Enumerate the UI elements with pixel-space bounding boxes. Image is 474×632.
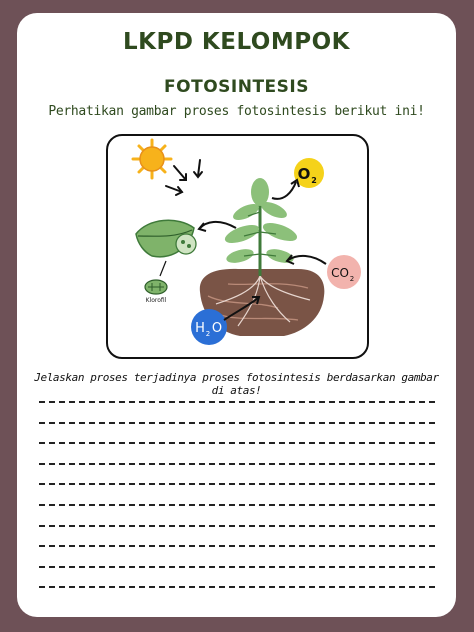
answer-line[interactable] — [39, 463, 435, 465]
h2o-subscript: 2 — [205, 330, 211, 338]
carbon-dioxide-badge — [327, 255, 361, 289]
answer-line[interactable] — [39, 566, 435, 568]
worksheet-page — [17, 13, 456, 617]
question-text: Jelaskan proses terjadinya proses fotosintesis berdasarkan gambar di atas! — [34, 371, 439, 397]
answer-line[interactable] — [39, 586, 435, 588]
arrow-to-leaf-icon — [200, 222, 236, 228]
answer-line[interactable] — [39, 504, 435, 506]
worksheet-subtitle: FOTOSINTESIS — [164, 77, 309, 97]
co2-subscript: 2 — [349, 275, 355, 283]
answer-line[interactable] — [39, 401, 435, 403]
sunlight-arrows-icon — [166, 160, 202, 195]
answer-line[interactable] — [39, 545, 435, 547]
answer-line[interactable] — [39, 483, 435, 485]
chloroplast-pointer-icon — [160, 261, 166, 276]
leaf-icon — [136, 220, 196, 256]
o2-subscript: 2 — [311, 176, 317, 185]
arrow-to-o2-icon — [272, 182, 296, 199]
water-badge — [191, 309, 227, 345]
answer-line[interactable] — [39, 525, 435, 527]
chlorophyll-label: Klorofil — [145, 297, 167, 304]
answer-area[interactable] — [39, 401, 435, 607]
h2o-label-h: H — [195, 321, 205, 336]
photosynthesis-figure — [106, 134, 369, 359]
o2-label: O — [297, 165, 311, 183]
answer-line[interactable] — [39, 442, 435, 444]
co2-label: CO — [331, 266, 349, 280]
instruction-text: Perhatikan gambar proses fotosintesis berikut ini! — [48, 104, 425, 119]
chloroplast-icon — [145, 280, 167, 304]
h2o-label-o: O — [211, 321, 223, 336]
photosynthesis-illustration — [108, 136, 367, 357]
sun-icon — [133, 140, 171, 178]
worksheet-title: LKPD KELOMPOK — [123, 29, 350, 55]
answer-line[interactable] — [39, 422, 435, 424]
